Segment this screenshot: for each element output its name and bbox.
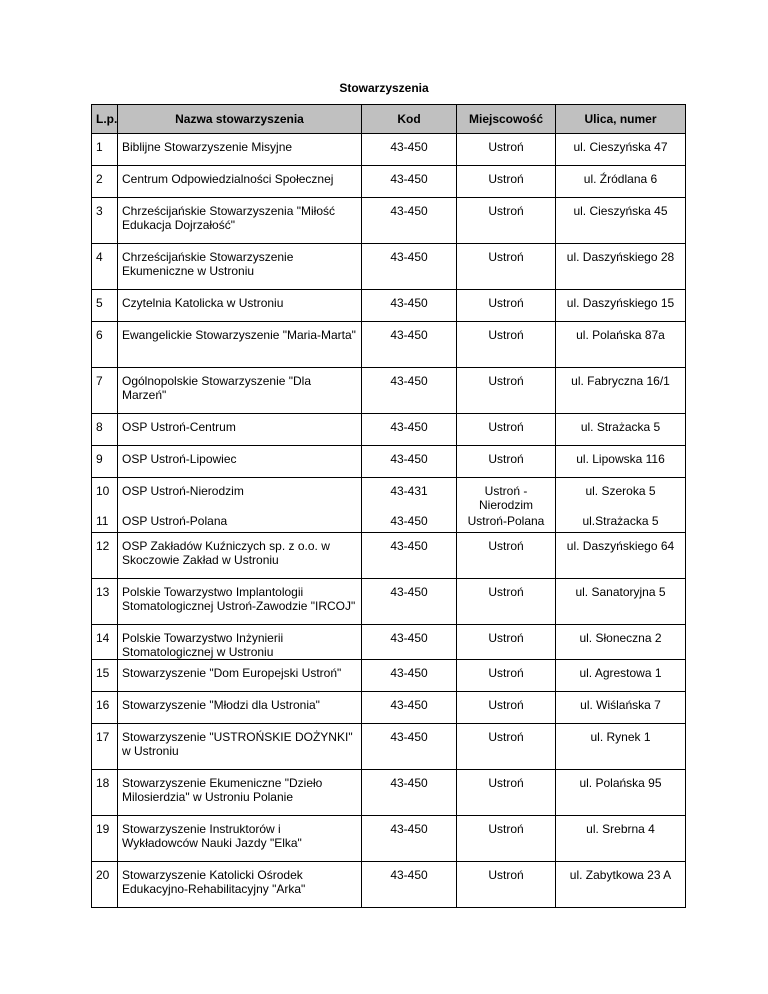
row-city: Ustroń [457, 578, 556, 624]
row-lp: 6 [92, 322, 118, 368]
row-code: 43-450 [362, 532, 457, 578]
row-lp: 1 [92, 134, 118, 166]
row-street: ul. Zabytkowa 23 A [556, 861, 686, 907]
row-code: 43-450 [362, 659, 457, 691]
table-row [92, 134, 686, 166]
row-city: Ustroń [457, 659, 556, 691]
row-street: ul. Szeroka 5 [556, 478, 686, 513]
header-name: Nazwa stowarzyszenia [118, 105, 362, 134]
row-street: ul. Rynek 1 [556, 723, 686, 769]
row-code: 43-450 [362, 512, 457, 532]
row-name: Chrześcijańskie Stowarzyszenie Ekumeniczne w Ustroniu [118, 244, 362, 290]
row-street: ul. Daszyńskiego 28 [556, 244, 686, 290]
table-row [92, 815, 686, 861]
row-street: ul. Słoneczna 2 [556, 624, 686, 659]
row-code: 43-450 [362, 578, 457, 624]
row-city: Ustroń [457, 244, 556, 290]
row-name: Centrum Odpowiedzialności Społecznej [118, 166, 362, 198]
row-code: 43-450 [362, 322, 457, 368]
row-code: 43-450 [362, 446, 457, 478]
row-street: ul.Strażacka 5 [556, 512, 686, 532]
row-code: 43-450 [362, 624, 457, 659]
row-lp: 9 [92, 446, 118, 478]
row-code: 43-450 [362, 244, 457, 290]
table-row [92, 691, 686, 723]
header-city: Miejscowość [457, 105, 556, 134]
row-code: 43-450 [362, 861, 457, 907]
row-street: ul. Fabryczna 16/1 [556, 368, 686, 414]
row-lp: 4 [92, 244, 118, 290]
row-street: ul. Cieszyńska 47 [556, 134, 686, 166]
row-code: 43-431 [362, 478, 457, 513]
row-code: 43-450 [362, 368, 457, 414]
row-name: OSP Ustroń-Lipowiec [118, 446, 362, 478]
header-code: Kod [362, 105, 457, 134]
row-lp: 17 [92, 723, 118, 769]
table-row [92, 512, 686, 532]
row-name: OSP Ustroń-Polana [118, 512, 362, 532]
row-name: Stowarzyszenie Katolicki Ośrodek Edukacyjno-Rehabilitacyjny "Arka" [118, 861, 362, 907]
table-row [92, 290, 686, 322]
table-row [92, 244, 686, 290]
row-name: Ewangelickie Stowarzyszenie "Maria-Marta" [118, 322, 362, 368]
row-city: Ustroń [457, 769, 556, 815]
table-row [92, 446, 686, 478]
row-street: ul. Polańska 95 [556, 769, 686, 815]
row-city: Ustroń-Polana [457, 512, 556, 532]
table-row [92, 414, 686, 446]
row-street: ul. Cieszyńska 45 [556, 198, 686, 244]
table-row [92, 368, 686, 414]
table-row [92, 322, 686, 368]
row-code: 43-450 [362, 815, 457, 861]
row-name: Chrześcijańskie Stowarzyszenia "Miłość Edukacja Dojrzałość" [118, 198, 362, 244]
row-city: Ustroń [457, 815, 556, 861]
row-city: Ustroń [457, 861, 556, 907]
row-city: Ustroń [457, 198, 556, 244]
row-name: Stowarzyszenie Ekumeniczne "Dzieło Milosierdzia" w Ustroniu Polanie [118, 769, 362, 815]
row-code: 43-450 [362, 134, 457, 166]
row-city: Ustroń [457, 446, 556, 478]
table-row [92, 659, 686, 691]
row-code: 43-450 [362, 166, 457, 198]
row-street: ul. Daszyńskiego 64 [556, 532, 686, 578]
row-lp: 14 [92, 624, 118, 659]
row-street: ul. Agrestowa 1 [556, 659, 686, 691]
row-name: Stowarzyszenie "Młodzi dla Ustronia" [118, 691, 362, 723]
row-city: Ustroń [457, 624, 556, 659]
row-name: Polskie Towarzystwo Implantologii Stomatologicznej Ustroń-Zawodzie "IRCOJ" [118, 578, 362, 624]
row-street: ul. Lipowska 116 [556, 446, 686, 478]
row-lp: 16 [92, 691, 118, 723]
table-row [92, 478, 686, 513]
row-code: 43-450 [362, 723, 457, 769]
header-street: Ulica, numer [556, 105, 686, 134]
row-lp: 5 [92, 290, 118, 322]
row-lp: 13 [92, 578, 118, 624]
row-code: 43-450 [362, 414, 457, 446]
page-title: Stowarzyszenia [339, 81, 429, 95]
row-street: ul. Wiślańska 7 [556, 691, 686, 723]
row-city: Ustroń [457, 368, 556, 414]
table-row [92, 624, 686, 659]
row-lp: 10 [92, 478, 118, 513]
row-city: Ustroń [457, 532, 556, 578]
row-lp: 15 [92, 659, 118, 691]
row-name: Stowarzyszenie "USTROŃSKIE DOŻYNKI" w Ustroniu [118, 723, 362, 769]
row-name: Stowarzyszenie Instruktorów i Wykładowców Nauki Jazdy "Elka" [118, 815, 362, 861]
table-row [92, 166, 686, 198]
row-city: Ustroń [457, 166, 556, 198]
row-street: ul. Daszyńskiego 15 [556, 290, 686, 322]
header-lp: L.p. [92, 105, 118, 134]
row-name: Ogólnopolskie Stowarzyszenie "Dla Marzeń" [118, 368, 362, 414]
row-name: OSP Ustroń-Centrum [118, 414, 362, 446]
row-lp: 3 [92, 198, 118, 244]
row-name: Stowarzyszenie "Dom Europejski Ustroń" [118, 659, 362, 691]
row-city: Ustroń [457, 723, 556, 769]
associations-table [91, 104, 686, 908]
row-lp: 18 [92, 769, 118, 815]
row-city: Ustroń [457, 134, 556, 166]
row-name: OSP Zakładów Kuźniczych sp. z o.o. w Skoczowie Zakład w Ustroniu [118, 532, 362, 578]
row-lp: 8 [92, 414, 118, 446]
row-code: 43-450 [362, 290, 457, 322]
row-code: 43-450 [362, 198, 457, 244]
row-name: Biblijne Stowarzyszenie Misyjne [118, 134, 362, 166]
table-row [92, 578, 686, 624]
row-street: ul. Srebrna 4 [556, 815, 686, 861]
row-city: Ustroń [457, 290, 556, 322]
table-header-row [92, 105, 686, 134]
row-lp: 12 [92, 532, 118, 578]
row-street: ul. Źródlana 6 [556, 166, 686, 198]
row-name: OSP Ustroń-Nierodzim [118, 478, 362, 513]
row-lp: 2 [92, 166, 118, 198]
table-row [92, 723, 686, 769]
row-city: Ustroń - Nierodzim [457, 478, 556, 513]
row-lp: 19 [92, 815, 118, 861]
row-name: Polskie Towarzystwo Inżynierii Stomatologicznej w Ustroniu [118, 624, 362, 659]
row-lp: 11 [92, 512, 118, 532]
row-city: Ustroń [457, 414, 556, 446]
row-street: ul. Sanatoryjna 5 [556, 578, 686, 624]
row-city: Ustroń [457, 691, 556, 723]
row-lp: 20 [92, 861, 118, 907]
row-lp: 7 [92, 368, 118, 414]
row-code: 43-450 [362, 769, 457, 815]
row-code: 43-450 [362, 691, 457, 723]
row-name: Czytelnia Katolicka w Ustroniu [118, 290, 362, 322]
row-city: Ustroń [457, 322, 556, 368]
row-street: ul. Strażacka 5 [556, 414, 686, 446]
table-row [92, 769, 686, 815]
table-row [92, 198, 686, 244]
table-row [92, 532, 686, 578]
row-street: ul. Polańska 87a [556, 322, 686, 368]
table-row [92, 861, 686, 907]
